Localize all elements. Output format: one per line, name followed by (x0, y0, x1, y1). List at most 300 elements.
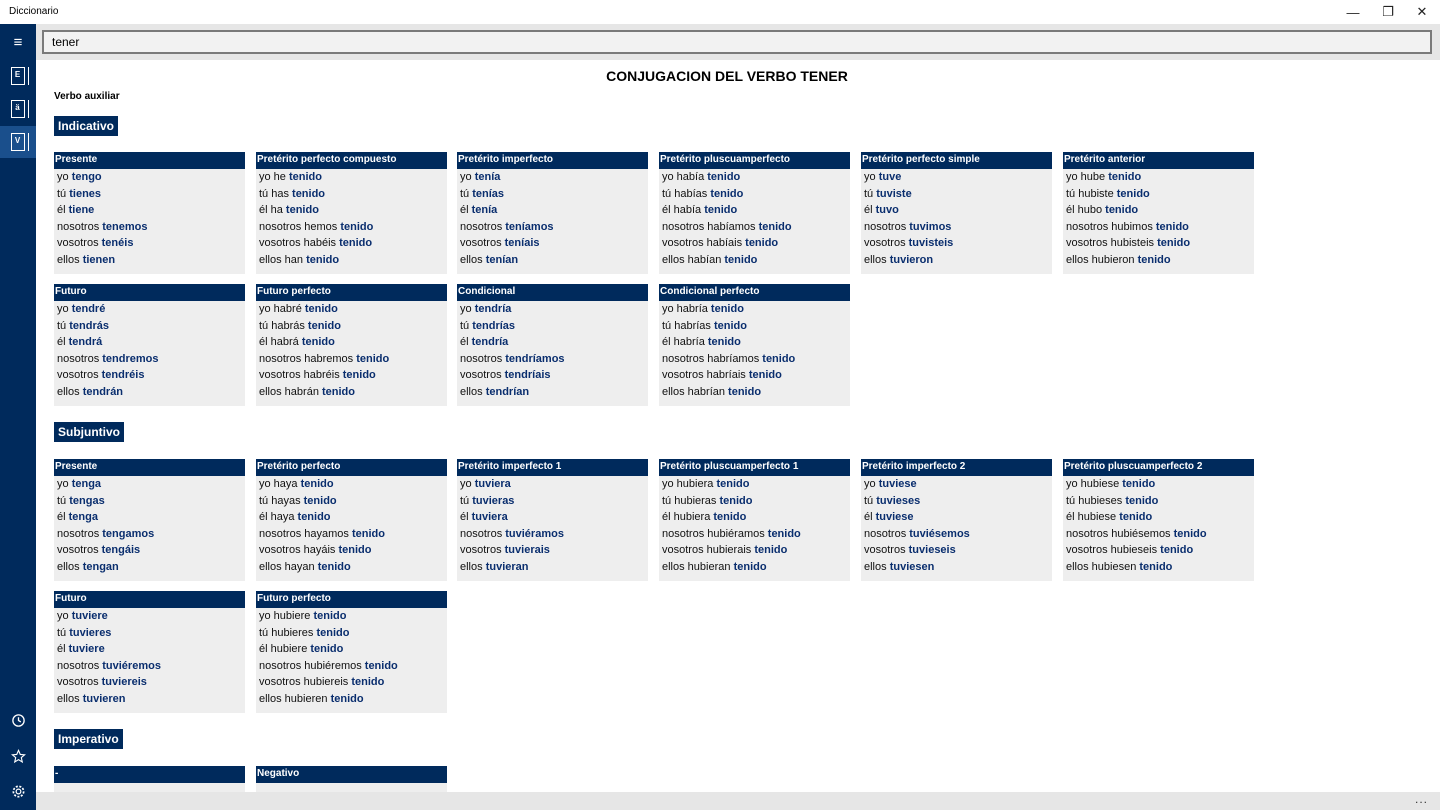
pronoun-text: él hubiese (1066, 511, 1120, 523)
tense-table (1063, 152, 1254, 274)
conjugation-row (861, 252, 1052, 269)
pronoun-text: nosotros hemos (259, 220, 341, 233)
pronoun-text: él hubiera (662, 511, 714, 523)
pronoun-text: tú habías (662, 187, 711, 200)
pronoun-text: ellos hubiesen (1066, 560, 1140, 573)
pronoun-text: tú hayas (259, 494, 304, 507)
verb-form: tenido (724, 253, 758, 266)
verb-form: tenido (1137, 253, 1171, 266)
conjugation-row (1063, 476, 1254, 493)
conjugation-row (256, 542, 447, 559)
verb-form: tuve (878, 171, 902, 183)
pronoun-text: vosotros hubiereis (259, 676, 352, 688)
verb-form: tenido (340, 220, 374, 233)
tense-header: Pretérito perfecto simple (861, 152, 1052, 169)
conjugation-row (861, 219, 1052, 236)
verb-form: tuviera (474, 478, 511, 490)
verb-form: tenido (745, 237, 779, 249)
conjugation-row (457, 252, 648, 269)
conjugation-content (36, 60, 1440, 792)
pronoun-text: tú hubieses (1066, 494, 1126, 507)
conjugation-row (256, 641, 447, 658)
conjugation-row (1063, 509, 1254, 526)
tense-header: Futuro perfecto (256, 591, 447, 608)
pronoun-text: ellos hubieron (1066, 253, 1138, 266)
verb-form: tendrá (68, 336, 103, 348)
pronoun-text: yo (864, 478, 879, 490)
verb-form: tenido (1155, 220, 1189, 233)
verb-form: tenéis (101, 237, 134, 249)
conjugation-row (1063, 235, 1254, 252)
pronoun-text: tú (460, 187, 473, 200)
verb-type-label: Verbo auxiliar (54, 91, 120, 102)
pronoun-text: él hubiere (259, 643, 311, 655)
conjugation-row (457, 509, 648, 526)
tense-header: Condicional perfecto (659, 284, 850, 301)
conjugation-row (457, 301, 648, 318)
pronoun-text: vosotros habíais (662, 237, 746, 249)
conjugation-row (256, 334, 447, 351)
tense-header: Condicional (457, 284, 648, 301)
conjugation-row (256, 526, 447, 543)
verb-form: tenido (313, 610, 347, 622)
conjugation-row (256, 318, 447, 335)
verb-form: tenido (1125, 494, 1159, 507)
verb-form: tenido (1157, 237, 1191, 249)
conjugation-row (54, 658, 245, 675)
verb-form: tenga (68, 511, 98, 523)
verb-form: tendría (471, 336, 509, 348)
conjugation-row (659, 351, 850, 368)
pronoun-text: ellos (864, 560, 890, 573)
verb-form: tengamos (102, 527, 155, 540)
pronoun-text: yo (57, 610, 72, 622)
tense-table (54, 152, 245, 274)
tense-header: Pretérito pluscuamperfecto 2 (1063, 459, 1254, 476)
verb-form: tuvieseis (908, 544, 956, 556)
conjugation-row (457, 493, 648, 510)
pronoun-text: ellos hubieran (662, 560, 734, 573)
verb-form: tenido (767, 527, 801, 540)
verb-form: tenido (364, 659, 398, 672)
conjugation-row (54, 351, 245, 368)
verb-form: tuviesen (889, 560, 935, 573)
pronoun-text: nosotros (57, 527, 103, 540)
pronoun-text: nosotros hubiéramos (662, 527, 768, 540)
verb-form: tuviste (876, 187, 912, 200)
verb-form: tenga (71, 478, 102, 490)
pronoun-text: tú habrías (662, 319, 714, 332)
verb-form: tendrán (82, 385, 124, 398)
tense-header: Pretérito perfecto (256, 459, 447, 476)
conjugation-row (54, 625, 245, 642)
conjugation-row (54, 674, 245, 691)
conjugation-row (54, 202, 245, 219)
verb-form: tuviéremos (102, 659, 161, 672)
conjugation-row (457, 318, 648, 335)
verb-form: tenido (300, 478, 334, 490)
verb-form: tenido (1160, 544, 1194, 556)
pronoun-text: yo haya (259, 478, 301, 490)
verb-form: tuvierais (504, 544, 550, 556)
pronoun-text: vosotros (460, 369, 505, 381)
title-bar (0, 0, 1440, 24)
verb-form: tenido (330, 692, 364, 705)
verb-form: tenías (472, 187, 505, 200)
pronoun-text: nosotros (864, 220, 910, 233)
pronoun-text: nosotros (460, 527, 506, 540)
pronoun-text: nosotros habíamos (662, 220, 759, 233)
conjugation-row (1063, 493, 1254, 510)
pronoun-text: tú (57, 187, 70, 200)
sidebar (0, 24, 36, 810)
conjugation-row (256, 559, 447, 576)
tense-table (54, 459, 245, 581)
pronoun-text: vosotros hubisteis (1066, 237, 1158, 249)
verb-form: tendrían (485, 385, 530, 398)
verb-form: tenido (351, 527, 385, 540)
verb-form: tenía (474, 171, 501, 183)
conjugation-row (256, 219, 447, 236)
verb-form: tenía (471, 204, 498, 216)
pronoun-text: vosotros (460, 237, 505, 249)
verb-form: tenido (1108, 171, 1142, 183)
sidebar-item-settings[interactable] (0, 775, 36, 807)
verb-form: tuvieron (889, 253, 934, 266)
verb-form: tenido (728, 385, 762, 398)
conjugation-row (861, 559, 1052, 576)
verb-form: tenido (339, 237, 373, 249)
conjugation-row (54, 235, 245, 252)
verb-form: tenido (716, 478, 750, 490)
tense-table (54, 284, 245, 406)
verb-form: tenido (310, 643, 344, 655)
pronoun-text: él (864, 511, 876, 523)
tense-table (457, 459, 648, 581)
conjugation-row (256, 658, 447, 675)
pronoun-text: yo hubiere (259, 610, 314, 622)
conjugation-row (659, 559, 850, 576)
conjugation-row (659, 202, 850, 219)
conjugation-row (659, 367, 850, 384)
conjugation-row (457, 351, 648, 368)
sidebar-item-favorites[interactable] (0, 740, 36, 772)
more-options-button[interactable]: ... (1414, 792, 1428, 806)
verb-form: tienes (69, 187, 102, 200)
verb-form: tenido (322, 385, 355, 398)
verb-form: tenido (1116, 187, 1150, 200)
tense-table (256, 766, 447, 792)
tense-header: - (54, 766, 245, 783)
pronoun-text: tú hubieras (662, 494, 720, 507)
conjugation-row (1063, 542, 1254, 559)
conjugation-row (1063, 169, 1254, 186)
pronoun-text: yo (460, 303, 475, 315)
verb-form: tenido (356, 352, 390, 365)
tense-header: Futuro (54, 284, 245, 301)
conjugation-row (457, 169, 648, 186)
verb-form: tenido (288, 171, 322, 183)
pronoun-text: yo habría (662, 303, 711, 315)
verb-form: tuvieres (69, 626, 112, 639)
pronoun-text: yo (460, 478, 475, 490)
verb-form: tendrás (69, 319, 109, 332)
conjugation-row (256, 367, 447, 384)
conjugation-row (861, 476, 1052, 493)
conjugation-row (861, 542, 1052, 559)
conjugation-row (54, 219, 245, 236)
pronoun-text: tú (57, 319, 70, 332)
pronoun-text: él (57, 511, 69, 523)
tense-table (54, 766, 245, 792)
pronoun-text: vosotros habríais (662, 369, 749, 381)
conjugation-row (457, 526, 648, 543)
verb-form: tienen (82, 253, 116, 266)
tense-table (861, 152, 1052, 274)
tense-table (659, 459, 850, 581)
pronoun-text: tú has (259, 187, 293, 200)
verb-form: tendríamos (505, 352, 565, 365)
pronoun-text: él (460, 511, 472, 523)
conjugation-row (861, 169, 1052, 186)
pronoun-text: él (864, 204, 876, 216)
conjugation-row (659, 384, 850, 401)
pronoun-text: ellos (57, 385, 83, 398)
pronoun-text: yo había (662, 171, 708, 183)
verb-form: tuviera (471, 511, 508, 523)
verb-form: tuviese (875, 511, 914, 523)
conjugation-row (659, 542, 850, 559)
pronoun-text: yo hubiera (662, 478, 717, 490)
conjugation-row (659, 169, 850, 186)
pronoun-text: tú (460, 319, 473, 332)
conjugation-row (1063, 186, 1254, 203)
verb-form: tenido (1119, 511, 1153, 523)
pronoun-text: ellos (57, 692, 83, 705)
verb-form: tenido (297, 511, 331, 523)
conjugation-row (659, 509, 850, 526)
conjugation-row (861, 235, 1052, 252)
tense-header: Pretérito imperfecto 1 (457, 459, 648, 476)
verb-form: tenido (304, 303, 338, 315)
pronoun-text: vosotros (864, 237, 909, 249)
tense-header: Pretérito imperfecto 2 (861, 459, 1052, 476)
conjugation-row (861, 202, 1052, 219)
verb-form: tuviereis (101, 676, 147, 688)
verb-form: tuvieren (82, 692, 126, 705)
search-bar (36, 24, 1440, 60)
conjugation-row (256, 476, 447, 493)
conjugation-row (457, 559, 648, 576)
pronoun-text: tú hubiste (1066, 187, 1117, 200)
verb-form: tuviere (71, 610, 108, 622)
tense-header: Pretérito pluscuamperfecto 1 (659, 459, 850, 476)
conjugation-row (861, 526, 1052, 543)
verb-form: tenido (733, 560, 767, 573)
verb-form: tenido (762, 352, 796, 365)
verb-form: tenido (351, 676, 385, 688)
pronoun-text: vosotros (460, 544, 505, 556)
pronoun-text: nosotros hubiéremos (259, 659, 365, 672)
pronoun-text: él habrá (259, 336, 302, 348)
conjugation-row (659, 219, 850, 236)
conjugation-row (256, 235, 447, 252)
verb-form: tuviere (68, 643, 105, 655)
pronoun-text: yo (460, 171, 475, 183)
conjugation-row (256, 509, 447, 526)
restore-button[interactable]: ❐ (1382, 4, 1394, 19)
pronoun-text: nosotros (460, 220, 506, 233)
tense-table (54, 591, 245, 713)
pronoun-text: vosotros hubieseis (1066, 544, 1161, 556)
verb-form: tenido (316, 626, 350, 639)
pronoun-text: vosotros (57, 237, 102, 249)
conjugation-row (861, 493, 1052, 510)
verb-form: tenido (748, 369, 782, 381)
pronoun-text: vosotros habréis (259, 369, 343, 381)
conjugation-row (457, 235, 648, 252)
pronoun-text: yo hubiese (1066, 478, 1123, 490)
verb-form: tenido (317, 560, 351, 573)
sidebar-item-history[interactable] (0, 704, 36, 736)
pronoun-text: ellos (460, 253, 486, 266)
tense-header: Presente (54, 152, 245, 169)
conjugation-row (54, 526, 245, 543)
conjugation-row (457, 219, 648, 236)
conjugation-row (457, 334, 648, 351)
verb-form: tenido (301, 336, 335, 348)
verb-form: tenemos (102, 220, 148, 233)
conjugation-row (256, 252, 447, 269)
close-button[interactable]: ✕ (1416, 4, 1428, 19)
verb-form: tenido (307, 319, 341, 332)
tense-table (861, 459, 1052, 581)
pronoun-text: nosotros (57, 220, 103, 233)
conjugation-row (54, 384, 245, 401)
verb-form: tenido (707, 336, 741, 348)
conjugation-row (256, 351, 447, 368)
conjugation-row (256, 674, 447, 691)
pronoun-text: nosotros hubiésemos (1066, 527, 1174, 540)
pronoun-text: ellos (57, 253, 83, 266)
conjugation-row (256, 186, 447, 203)
pronoun-text: vosotros (57, 676, 102, 688)
pronoun-text: él haya (259, 511, 298, 523)
pronoun-text: vosotros hubierais (662, 544, 755, 556)
conjugation-row (54, 301, 245, 318)
verb-form: tendremos (102, 352, 159, 365)
conjugation-row (54, 509, 245, 526)
sidebar-item-dictionary-1[interactable] (0, 60, 36, 92)
conjugation-row (54, 252, 245, 269)
pronoun-text: yo hube (1066, 171, 1109, 183)
verb-form: tenido (306, 253, 340, 266)
verb-form: tenido (707, 171, 741, 183)
pronoun-text: ellos habían (662, 253, 725, 266)
conjugation-row (54, 608, 245, 625)
pronoun-text: él (460, 336, 472, 348)
conjugation-row (256, 608, 447, 625)
hamburger-menu-button[interactable] (0, 26, 36, 58)
pronoun-text: él habría (662, 336, 708, 348)
tense-header: Futuro (54, 591, 245, 608)
pronoun-text: vosotros (57, 369, 102, 381)
sidebar-item-verbs[interactable] (0, 126, 36, 158)
tense-header: Futuro perfecto (256, 284, 447, 301)
verb-form: tendría (474, 303, 512, 315)
pronoun-text: vosotros hayáis (259, 544, 339, 556)
conjugation-row (256, 493, 447, 510)
verb-form: tenido (704, 204, 738, 216)
verb-form: tenido (1139, 560, 1173, 573)
sidebar-item-dictionary-2[interactable] (0, 93, 36, 125)
conjugation-row (659, 301, 850, 318)
conjugation-row (54, 476, 245, 493)
verb-form: tuvieran (485, 560, 529, 573)
conjugation-row (457, 476, 648, 493)
conjugation-row (54, 542, 245, 559)
tense-table (256, 591, 447, 713)
verb-form: tuvisteis (908, 237, 954, 249)
verb-form: tengan (82, 560, 119, 573)
conjugation-row (256, 625, 447, 642)
conjugation-row (659, 526, 850, 543)
conjugation-row (659, 334, 850, 351)
conjugation-row (1063, 219, 1254, 236)
conjugation-row (1063, 559, 1254, 576)
pronoun-text: ellos (57, 560, 83, 573)
verb-form: tendréis (101, 369, 145, 381)
pronoun-text: él (57, 204, 69, 216)
conjugation-row (659, 252, 850, 269)
pronoun-text: ellos han (259, 253, 307, 266)
verb-form: tenido (710, 303, 744, 315)
verb-form: tuviéramos (505, 527, 564, 540)
pronoun-text: nosotros (57, 352, 103, 365)
pronoun-text: ellos habrán (259, 385, 322, 398)
verb-form: tenido (1122, 478, 1156, 490)
conjugation-row (256, 384, 447, 401)
pronoun-text: tú (864, 187, 877, 200)
pronoun-text: él ha (259, 204, 286, 216)
conjugation-row (1063, 202, 1254, 219)
verb-form: tengáis (101, 544, 141, 556)
verb-form: tenido (719, 494, 753, 507)
tense-header: Pretérito anterior (1063, 152, 1254, 169)
conjugation-row (457, 202, 648, 219)
pronoun-text: tú habrás (259, 319, 308, 332)
page-title: CONJUGACION DEL VERBO TENER (606, 68, 848, 84)
pronoun-text: tú (57, 626, 70, 639)
pronoun-text: vosotros habéis (259, 237, 340, 249)
tense-header: Pretérito perfecto compuesto (256, 152, 447, 169)
minimize-button[interactable]: — (1346, 4, 1360, 20)
verb-form: tenido (758, 220, 792, 233)
search-input[interactable] (42, 30, 1432, 54)
conjugation-row (457, 367, 648, 384)
verb-form: tuviésemos (909, 527, 970, 540)
pronoun-text: nosotros (864, 527, 910, 540)
conjugation-row (1063, 526, 1254, 543)
pronoun-text: él (460, 204, 472, 216)
verb-form: tenido (292, 187, 326, 200)
pronoun-text: ellos hubieren (259, 692, 331, 705)
pronoun-text: tú (864, 494, 877, 507)
book-icon: E (11, 67, 25, 85)
conjugation-row (659, 318, 850, 335)
conjugation-row (54, 691, 245, 708)
pronoun-text: yo (57, 171, 72, 183)
